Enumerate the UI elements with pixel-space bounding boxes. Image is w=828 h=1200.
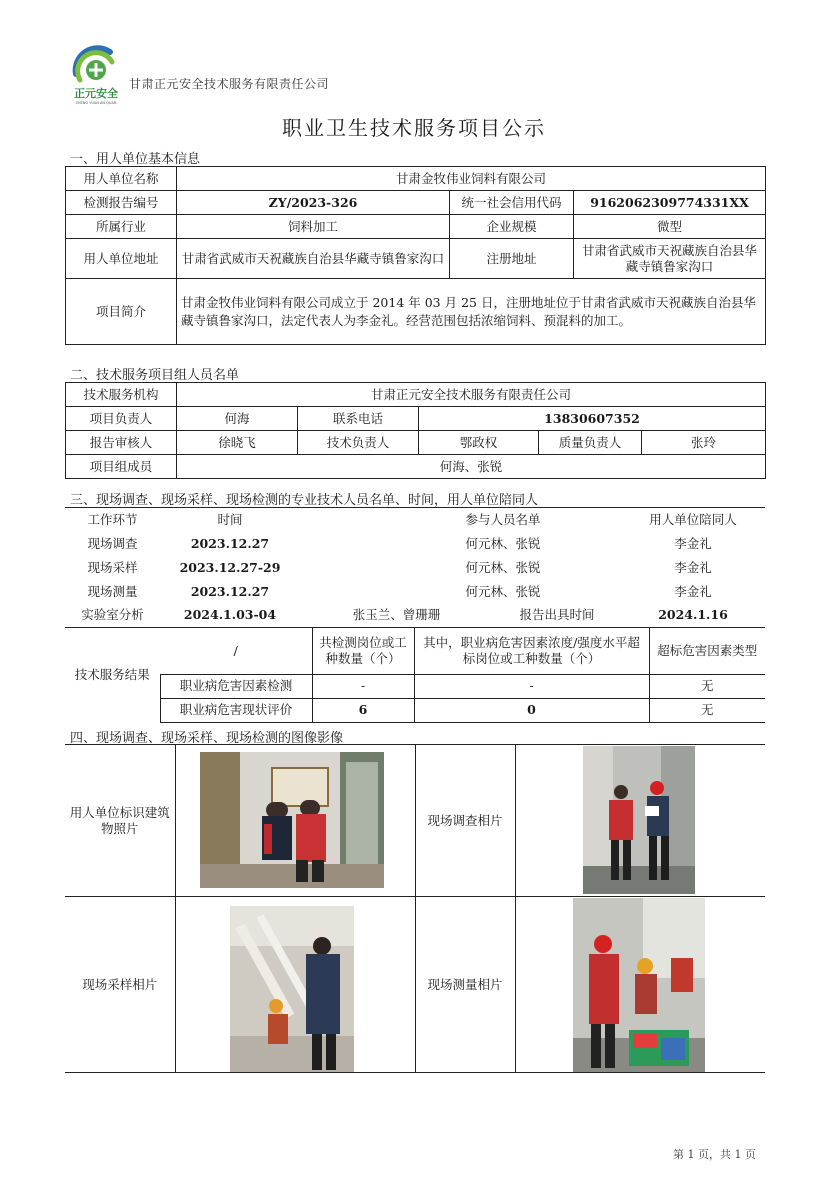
tech-lead: 鄂政权 [419,431,539,455]
qa-label: 质量负责人 [539,431,642,455]
table-row [65,698,765,722]
page-title: 职业卫生技术服务项目公示 [282,116,546,140]
result-exceed: 0 [414,698,649,722]
escort: 李金礼 [674,535,712,551]
measure-photo [573,898,705,1072]
reg-address: 甘肃省武威市天祝藏族自治县华藏寺镇鲁家沟口 [574,239,766,279]
result-count: - [312,674,414,698]
report-date: 2024.1.16 [658,607,728,623]
time: 2023.12.27-29 [179,559,281,575]
result-h1: 共检测岗位或工种数量（个） [312,628,414,674]
report-no-label: 检测报告编号 [66,191,177,215]
phone: 13830607352 [419,407,766,431]
survey-photo [583,746,695,894]
col-time: 时间 [217,511,243,527]
lab-label: 实验室分析 [81,607,144,623]
result-label: 技术服务结果 [74,667,150,682]
result-type: 无 [649,674,765,698]
qa: 张玲 [642,431,766,455]
photo-label-survey: 现场调查相片 [415,745,515,897]
intro-label: 项目简介 [66,279,177,345]
leader: 何海 [177,407,298,431]
result-name: 职业病危害因素检测 [160,674,312,698]
photo-label-building: 用人单位标识建筑物照片 [65,745,175,897]
sampling-photo [230,906,354,1072]
phone-label: 联系电话 [298,407,419,431]
org-label: 技术服务机构 [66,383,177,407]
table-row [65,556,765,580]
section-3-heading: 三、现场调查、现场采样、现场检测的专业技术人员名单、时间，用人单位陪同人 [70,493,539,508]
team-table [65,382,766,479]
intro-text: 甘肃金牧伟业饲料有限公司成立于 2014 年 03 月 25 日，注册地址位于甘肃省武威市天祝藏族自治县华藏寺镇鲁家沟口，法定代表人为李金礼。经营范围包括浓缩饲料、预混料的加工。 [177,279,766,345]
lab-time: 2024.1.03-04 [183,607,277,623]
people: 何元林、张锐 [465,535,541,551]
escort: 李金礼 [674,559,712,575]
company-logo [66,40,126,106]
industry-label: 所属行业 [66,215,177,239]
unit-info-table [65,166,766,345]
company-header: 甘肃正元安全技术服务有限责任公司 [129,77,330,91]
scale-label: 企业规模 [450,215,574,239]
result-slash: / [160,628,312,674]
members-label: 项目组成员 [66,455,177,479]
table-row [65,674,765,698]
stage: 现场测量 [87,583,138,599]
tech-lead-label: 技术负责人 [298,431,419,455]
section-1-heading: 一、用人单位基本信息 [70,152,201,167]
table-row [65,580,765,604]
time: 2023.12.27 [190,583,270,599]
table-row [65,532,765,556]
building-photo [200,752,384,888]
result-h2: 其中，职业病危害因素浓度/强度水平超标岗位或工种数量（个） [414,628,649,674]
section-2-heading: 二、技术服务项目组人员名单 [70,368,240,383]
photo-label-measure: 现场测量相片 [415,897,515,1073]
scale: 微型 [574,215,766,239]
credit-code: 9162062309774331XX [574,191,766,215]
result-exceed: - [414,674,649,698]
time: 2023.12.27 [190,535,270,551]
col-people: 参与人员名单 [465,511,541,527]
svg-text:ZHENG YUAN AN QUAN: ZHENG YUAN AN QUAN [75,101,117,105]
result-h3: 超标危害因素类型 [649,628,765,674]
page-footer: 第 1 页，共 1 页 [673,1148,756,1161]
reviewer: 徐晓飞 [177,431,298,455]
stage: 现场采样 [87,559,138,575]
people: 何元林、张锐 [465,583,541,599]
unit-name-label: 用人单位名称 [66,167,177,191]
reg-address-label: 注册地址 [450,239,574,279]
col-stage: 工作环节 [87,511,138,527]
report-no: ZY/2023-326 [177,191,450,215]
leader-label: 项目负责人 [66,407,177,431]
org: 甘肃正元安全技术服务有限责任公司 [177,383,766,407]
result-count: 6 [312,698,414,722]
stage: 现场调查 [87,535,138,551]
members: 何海、张锐 [177,455,766,479]
people: 何元林、张锐 [465,559,541,575]
result-type: 无 [649,698,765,722]
result-table [65,628,765,723]
address: 甘肃省武威市天祝藏族自治县华藏寺镇鲁家沟口 [177,239,450,279]
photo-label-sampling: 现场采样相片 [65,897,175,1073]
report-date-label: 报告出具时间 [519,607,595,623]
section-4-heading: 四、现场调查、现场采样、现场检测的图像影像 [70,731,344,746]
credit-code-label: 统一社会信用代码 [450,191,574,215]
address-label: 用人单位地址 [66,239,177,279]
result-name: 职业病危害现状评价 [160,698,312,722]
reviewer-label: 报告审核人 [66,431,177,455]
escort: 李金礼 [674,583,712,599]
field-staff-table [65,507,765,628]
svg-text:正元安全: 正元安全 [74,87,118,100]
col-escort: 用人单位陪同人 [649,511,737,527]
unit-name: 甘肃金牧伟业饲料有限公司 [177,167,766,191]
lab-people: 张玉兰、曾珊珊 [352,607,441,623]
industry: 饲料加工 [177,215,450,239]
